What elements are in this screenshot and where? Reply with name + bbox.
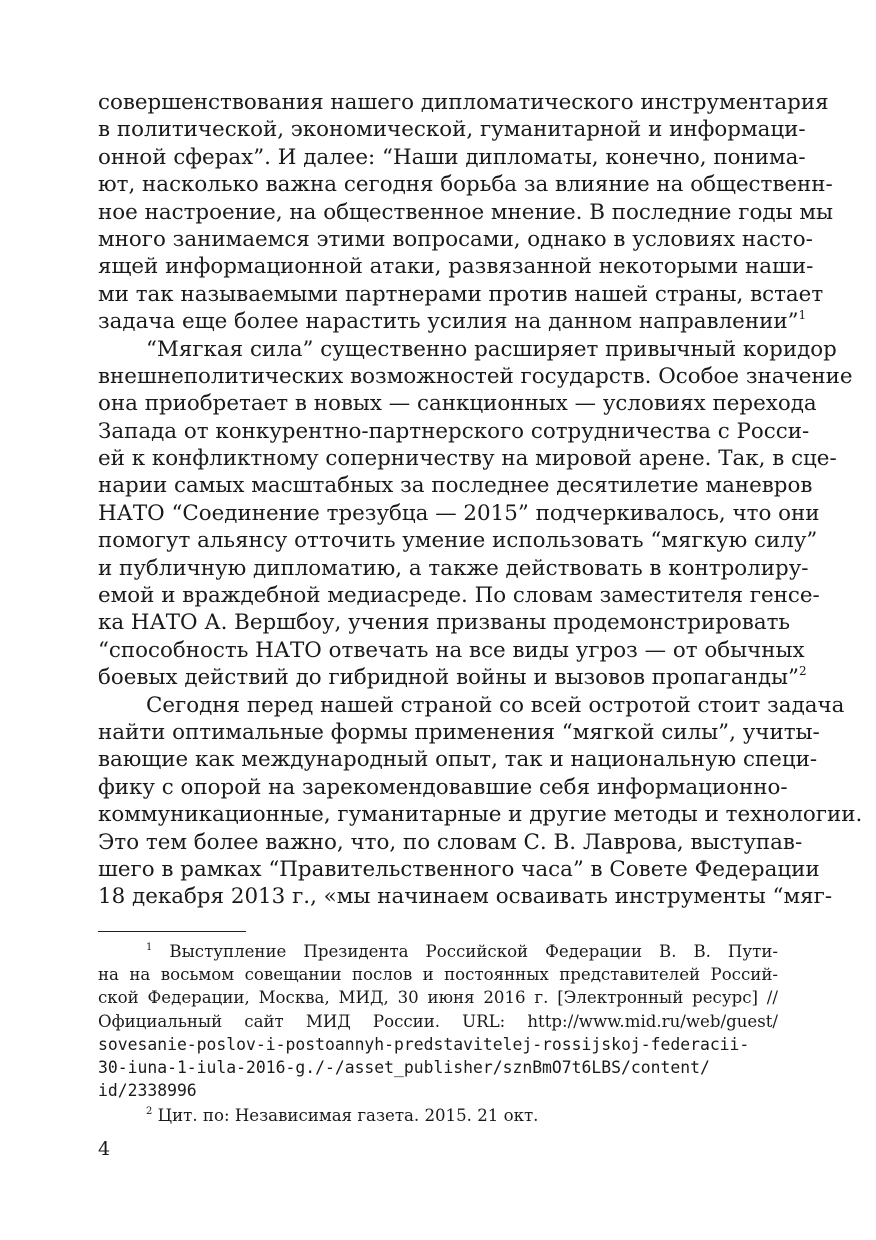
text-line: 18 декабря 2013 г., «мы начинаем осваивать инструменты “мяг- <box>98 884 833 910</box>
text-line: ящей информационной атаки, развязанной некоторыми наши- <box>98 254 814 280</box>
text-line: найти оптимальные формы применения “мягкой силы”, учиты- <box>98 719 820 745</box>
text-line: совершенствования нашего дипломатического инструментария <box>98 90 829 115</box>
footnote-url-line[interactable]: id/2338996 <box>98 1081 197 1101</box>
text-line: она приобретает в новых — санкционных — условиях перехода <box>98 391 817 417</box>
text-line: Сегодня перед нашей страной со всей остротой стоит задача <box>146 692 845 718</box>
text-line: внешнеполитических возможностей государств. Особое значение <box>98 363 853 389</box>
footnote-line <box>98 940 778 963</box>
footnote-separator <box>98 931 246 932</box>
footnote-ref-2[interactable]: 2 <box>798 664 807 679</box>
text-line: ми так называемыми партнерами против нашей страны, встает <box>98 281 824 307</box>
text-line: НАТО “Соединение трезубца — 2015” подчеркивалось, что они <box>98 500 820 526</box>
footnote-line <box>98 1104 778 1127</box>
text-line: шего в рамках “Правительственного часа” в Совете Федерации <box>98 856 820 882</box>
footnote-line: на на восьмом совещании послов и постоянных представителей Россий- <box>98 965 778 985</box>
text-line: ка НАТО А. Вершбоу, учения призваны продемонстрировать <box>98 610 791 636</box>
paragraph-2 <box>98 336 853 692</box>
text-line: “Мягкая сила” существенно расширяет привычный коридор <box>146 336 837 362</box>
footnote-url-line[interactable]: sovesanie-poslov-i-postoannyh-predstavitelej-rossijskoj-federacii- <box>98 1034 750 1054</box>
footnote-line: ской Федерации, Москва, МИД, 30 июня 2016 г. [Электронный ресурс] // <box>98 988 778 1008</box>
text-line: емой и враждебной медиасреде. По словам заместителя генсе- <box>98 583 820 609</box>
text-line: ей к конфликтному соперничеству на мировой арене. Так, в сце- <box>98 446 837 472</box>
text-line: фику с опорой на зарекомендовавшие себя информационно- <box>98 774 788 800</box>
text-line-last <box>98 664 807 691</box>
text-line: Запада от конкурентно-партнерского сотрудничества с Росси- <box>98 418 810 444</box>
text-line: “способность НАТО отвечать на все виды угроз — от обычных <box>98 637 805 663</box>
text-line: боевых действий до гибридной войны и вызовов пропаганды” <box>98 665 799 691</box>
text-line: коммуникационные, гуманитарные и другие методы и технологии. <box>98 802 863 828</box>
footnote-url-line[interactable]: 30-iuna-1-iula-2016-g./-/asset_publisher/sznBmO7t6LBS/content/ <box>98 1057 710 1077</box>
text-line: задача еще более нарастить усилия на данном направлении” <box>98 309 799 335</box>
page-number: 4 <box>98 1138 111 1160</box>
footnote-ref-1[interactable]: 1 <box>798 308 807 323</box>
footnote-text: Выступление Президента Российской Федерации В. В. Пути- <box>169 942 779 961</box>
text-line: вающие как международный опыт, так и национальную специ- <box>98 747 818 773</box>
text-line: ют, насколько важна сегодня борьба за влияние на общественн- <box>98 172 833 198</box>
text-line: Это тем более важно, что, по словам С. В. Лаврова, выступав- <box>98 829 803 855</box>
paragraph-3 <box>98 692 863 911</box>
text-line: нарии самых масштабных за последнее десятилетие маневров <box>98 473 813 499</box>
footnote-line: Официальный сайт МИД России. URL: http://www.mid.ru/web/guest/ <box>98 1011 778 1031</box>
footnote-2 <box>98 1104 778 1127</box>
footnote-mark-1: 1 <box>146 942 153 953</box>
paragraph-1 <box>98 89 833 336</box>
footnote-1 <box>98 940 778 1102</box>
text-line: онной сферах”. И далее: “Наши дипломаты, конечно, понима- <box>98 144 806 170</box>
text-line-last <box>98 308 807 335</box>
footnote-text: Цит. по: Независимая газета. 2015. 21 окт. <box>157 1106 539 1125</box>
text-line: в политической, экономической, гуманитарной и информаци- <box>98 117 806 143</box>
text-line: много занимаемся этими вопросами, однако в условиях насто- <box>98 226 813 252</box>
footnote-mark-2: 2 <box>146 1106 153 1117</box>
text-line: ное настроение, на общественное мнение. В последние годы мы <box>98 199 833 225</box>
text-line: помогут альянсу отточить умение использовать “мягкую силу” <box>98 528 818 554</box>
text-line: и публичную дипломатию, а также действовать в контролиру- <box>98 555 809 581</box>
main-text <box>98 89 863 911</box>
